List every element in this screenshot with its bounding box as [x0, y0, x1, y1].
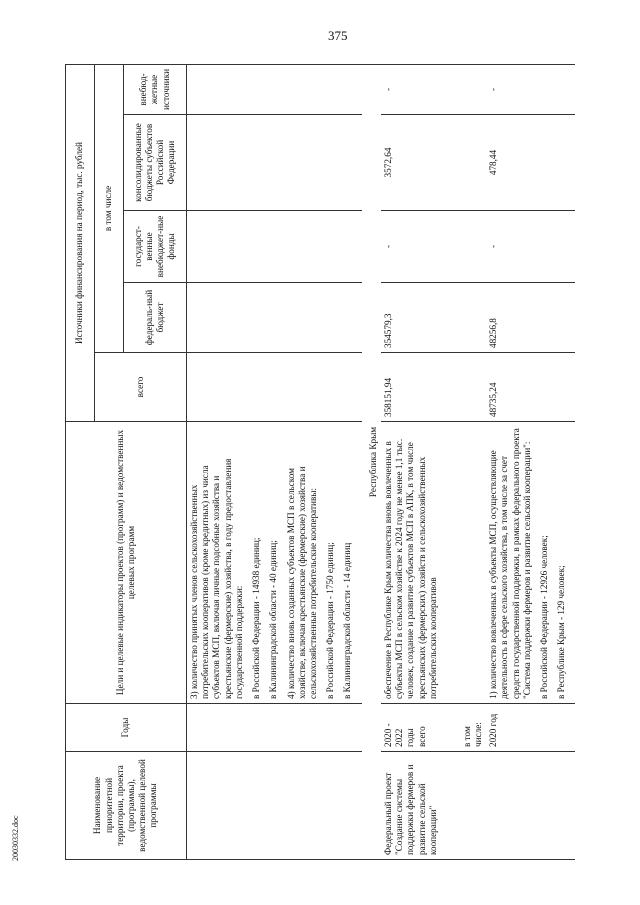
continuation-row: [187, 65, 362, 860]
document-code: 20030332.doc: [11, 815, 20, 861]
year-row: [486, 65, 575, 860]
rotated-table-page: [65, 65, 601, 860]
header-including: в том числе: [95, 65, 124, 353]
goal-text: 4) количество вновь созданных субъектов МСП в сельском хозяйстве, включая крестьянские (фермерские) хозяйства и сельскохозяйственные потребительские кооперативы:: [285, 466, 318, 699]
header-total: всего: [95, 353, 187, 422]
goal-text: в Калининградской области - 40 единиц;: [268, 540, 279, 699]
project-total: 358151,94: [381, 353, 486, 422]
project-extra-budget: -: [381, 65, 486, 115]
project-years: [381, 704, 486, 752]
section-title: Республика Крым: [362, 65, 381, 860]
year-total: 48735,24: [486, 353, 575, 422]
goal-text: в Российской Федерации - 12926 человек;: [539, 535, 550, 699]
project-years-sub: в том числе:: [461, 722, 483, 747]
year-goals: [486, 422, 575, 704]
year-consolidated: 478,44: [486, 115, 575, 211]
project-consolidated: 3572,64: [381, 115, 486, 211]
goal-text: в Российской Федерации - 1750 единиц;: [325, 542, 336, 699]
project-state-funds: -: [381, 211, 486, 283]
header-consolidated: консолидированные бюджеты субъектов Российской Федерации: [124, 115, 187, 211]
project-federal: 354579,3: [381, 283, 486, 353]
project-row: [381, 65, 486, 860]
header-name: Наименование приоритетной территории, проекта (программы), ведомственной целевой программы: [66, 752, 187, 860]
year-extra-budget: -: [486, 65, 575, 115]
goal-text: в Республике Крым - 129 человек;: [556, 565, 567, 699]
header-extra-budget: внебюд-жетные источники: [124, 65, 187, 115]
header-federal: федераль-ный бюджет: [124, 283, 187, 353]
section-title-row: [362, 65, 381, 860]
project-name: Федеральный проект "Создание системы поддержки фермеров и развитие сельской кооперации": [381, 752, 486, 860]
project-years-text: 2020 - 2022 годы всего: [382, 723, 427, 747]
year-label: 2020 год: [486, 704, 575, 752]
header-financing: Источники финансирования на период, тыс. рублей: [66, 65, 95, 422]
goal-text: в Калининградской области - 14 единиц: [342, 542, 353, 699]
page-number: 375: [328, 28, 348, 43]
project-goal: обеспечение в Республике Крым количества вновь вовлеченных в субъекты МСП в сельском хозяйстве к 2024 году не менее 1,1 тыс. человек, создание и развитие субъектов МСП в АПК, в том числе крестьянских (фермерских) хозяйств и сельскохозяйственных потребительских кооперативов: [381, 422, 486, 704]
goal-text: в Российской Федерации - 14938 единиц;: [251, 537, 262, 699]
continuation-goals: [187, 422, 362, 704]
goal-text: 1) количество вовлеченных в субъекты МСП, осуществляющие деятельность в сфере сельского хозяйства, в том числе за счет средств государственной поддержки, в рамках федерального проекта "Система поддержки фермеров и развитие сельской кооперации":: [488, 428, 532, 699]
financing-table: [65, 64, 575, 860]
header-goals: Цели и целевые индикаторы проектов (программ) и ведомственных целевых программ: [66, 422, 187, 704]
goal-text: 3) количество принятых членов сельскохозяйственных потребительских кооперативов (кроме кредитных) из числа субъектов МСП, включая личные подсобные хозяйства и крестьянские (фермерские) хозяйства, в году предоставления государственной поддержки:: [189, 458, 244, 699]
header-years: Годы: [66, 704, 187, 752]
year-federal: 48256,8: [486, 283, 575, 353]
header-state-funds: государст-венные внебюджет-ные фонды: [124, 211, 187, 283]
year-state-funds: -: [486, 211, 575, 283]
